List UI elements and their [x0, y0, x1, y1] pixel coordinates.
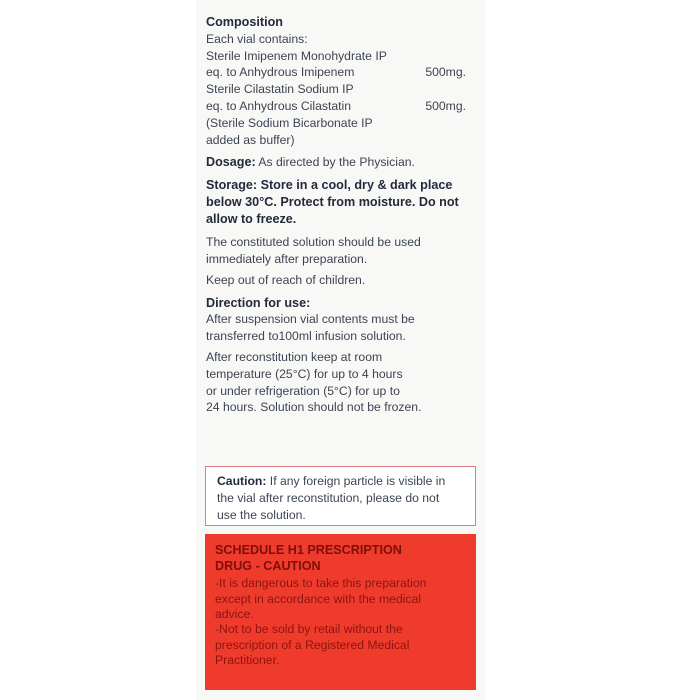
- caution-text: If any foreign particle is visible in: [266, 474, 446, 488]
- schedule-title-line: SCHEDULE H1 PRESCRIPTION: [215, 543, 402, 557]
- schedule-line: -Not to be sold by retail without the: [215, 622, 403, 637]
- caution-box: [205, 466, 476, 526]
- composition-row-cilastatin: [206, 98, 478, 115]
- dosage-text: As directed by the Physician.: [255, 155, 415, 170]
- schedule-title-line: DRUG - CAUTION: [215, 558, 321, 573]
- direction-line: 24 hours. Solution should not be frozen.: [206, 400, 422, 415]
- storage-line: Storage: Store in a cool, dry & dark place: [206, 178, 453, 193]
- composition-line: (Sterile Sodium Bicarbonate IP: [206, 115, 373, 130]
- composition-row-imipenem: [206, 64, 478, 81]
- composition-quantity: 500mg.: [425, 98, 466, 113]
- schedule-line: Practitioner.: [215, 653, 280, 668]
- schedule-line: advice.: [215, 607, 254, 621]
- composition-heading: Composition: [206, 15, 283, 29]
- label-content: [206, 14, 478, 416]
- keep-out-text: Keep out of reach of children.: [206, 272, 366, 287]
- caution-label: Caution:: [217, 474, 267, 488]
- direction-line: After reconstitution keep at room: [206, 349, 383, 364]
- composition-line: Sterile Imipenem Monohydrate IP: [206, 48, 387, 63]
- composition-line: Sterile Cilastatin Sodium IP: [206, 82, 354, 97]
- caution-line: the vial after reconstitution, please do not: [217, 491, 440, 505]
- dosage-label: Dosage:: [206, 155, 256, 170]
- direction-line: temperature (25°C) for up to 4 hours: [206, 366, 403, 381]
- direction-line: After suspension vial contents must be: [206, 312, 415, 327]
- composition-line: added as buffer): [206, 132, 295, 147]
- composition-line: eq. to Anhydrous Cilastatin: [206, 98, 351, 113]
- composition-quantity: 500mg.: [425, 65, 466, 80]
- schedule-title: [215, 543, 468, 574]
- composition-line: eq. to Anhydrous Imipenem: [206, 65, 355, 80]
- schedule-line: except in accordance with the medical: [215, 591, 421, 606]
- direction-heading: Direction for use:: [206, 295, 311, 310]
- dosage-line: [206, 154, 478, 171]
- direction-line: transferred to100ml infusion solution.: [206, 329, 406, 344]
- constituted-line: The constituted solution should be used: [206, 235, 421, 250]
- schedule-line: -It is dangerous to take this preparation: [215, 576, 427, 591]
- schedule-h1-warning: [205, 534, 476, 690]
- direction-line: or under refrigeration (5°C) for up to: [206, 383, 400, 398]
- storage-line: allow to freeze.: [206, 212, 297, 227]
- schedule-line: prescription of a Registered Medical: [215, 637, 410, 652]
- caution-line: use the solution.: [217, 508, 306, 522]
- constituted-line: immediately after preparation.: [206, 251, 368, 266]
- storage-line: below 30°C. Protect from moisture. Do not: [206, 195, 459, 210]
- caution-line: [217, 473, 467, 490]
- composition-line: Each vial contains:: [206, 31, 308, 46]
